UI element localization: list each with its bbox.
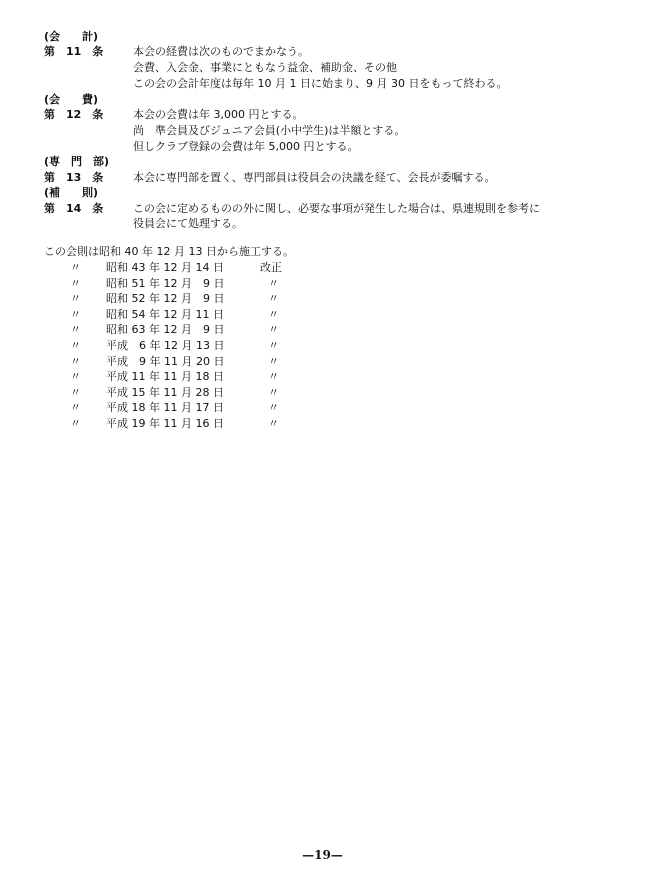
ditto-mark: 〃 bbox=[70, 355, 81, 368]
ditto-mark: 〃 bbox=[70, 417, 81, 430]
amendment-note: 〃 bbox=[268, 386, 279, 399]
amendment-date: 昭和 43 年 12 月 14 日 bbox=[106, 261, 224, 274]
amendment-date: 平成 18 年 11 月 17 日 bbox=[106, 401, 224, 414]
article-number: 第 14 条 bbox=[44, 202, 104, 215]
amendment-date: 平成 19 年 11 月 16 日 bbox=[106, 417, 224, 430]
ditto-mark: 〃 bbox=[70, 339, 81, 352]
page-number: —19— bbox=[302, 848, 343, 862]
article-number: 第 13 条 bbox=[44, 171, 104, 184]
article-text: 本会に専門部を置く、専門部員は役員会の決議を経て、会長が委嘱する。 bbox=[133, 171, 496, 184]
amendment-date: 平成 9 年 11 月 20 日 bbox=[106, 355, 225, 368]
amendment-note: 〃 bbox=[268, 277, 279, 290]
amendment-note: 〃 bbox=[268, 339, 279, 352]
section-heading: (専 門 部) bbox=[44, 155, 110, 168]
amendment-date: 昭和 51 年 12 月 9 日 bbox=[106, 277, 225, 290]
amendment-date: 平成 15 年 11 月 28 日 bbox=[106, 386, 224, 399]
ditto-mark: 〃 bbox=[70, 386, 81, 399]
amendment-note: 〃 bbox=[268, 370, 279, 383]
amendment-note: 〃 bbox=[268, 417, 279, 430]
enforcement-statement: この会則は昭和 40 年 12 月 13 日から施工する。 bbox=[44, 245, 294, 258]
article-number: 第 12 条 bbox=[44, 108, 104, 121]
article-text: 本会の会費は年 3,000 円とする。 bbox=[133, 108, 304, 121]
amendment-note: 〃 bbox=[268, 401, 279, 414]
article-text: 役員会にて処理する。 bbox=[133, 217, 243, 230]
section-heading: (会 計) bbox=[44, 30, 99, 43]
amendment-date: 昭和 63 年 12 月 9 日 bbox=[106, 323, 225, 336]
amendment-note: 〃 bbox=[268, 355, 279, 368]
article-text: 会費、入会金、事業にともなう益金、補助金、その他 bbox=[133, 61, 397, 74]
article-text: 尚 準会員及びジュニア会員(小中学生)は半額とする。 bbox=[133, 124, 406, 137]
article-text: 但しクラブ登録の会費は年 5,000 円とする。 bbox=[133, 140, 359, 153]
amendment-date: 平成 11 年 11 月 18 日 bbox=[106, 370, 224, 383]
amendment-date: 平成 6 年 12 月 13 日 bbox=[106, 339, 225, 352]
ditto-mark: 〃 bbox=[70, 401, 81, 414]
section-heading: (会 費) bbox=[44, 93, 99, 106]
ditto-mark: 〃 bbox=[70, 292, 81, 305]
article-text: この会に定めるものの外に関し、必要な事項が発生した場合は、県連規則を参考に bbox=[133, 202, 540, 215]
amendment-note: 〃 bbox=[268, 292, 279, 305]
ditto-mark: 〃 bbox=[70, 370, 81, 383]
article-text: 本会の経費は次のものでまかなう。 bbox=[133, 45, 309, 58]
ditto-mark: 〃 bbox=[70, 308, 81, 321]
amendment-note: 改正 bbox=[260, 261, 282, 274]
article-text: この会の会計年度は毎年 10 月 1 日に始まり、9 月 30 日をもって終わる。 bbox=[133, 77, 508, 90]
section-heading: (補 則) bbox=[44, 186, 99, 199]
article-number: 第 11 条 bbox=[44, 45, 104, 58]
amendment-date: 昭和 52 年 12 月 9 日 bbox=[106, 292, 225, 305]
ditto-mark: 〃 bbox=[70, 277, 81, 290]
amendment-note: 〃 bbox=[268, 308, 279, 321]
amendment-note: 〃 bbox=[268, 323, 279, 336]
ditto-mark: 〃 bbox=[70, 261, 81, 274]
ditto-mark: 〃 bbox=[70, 323, 81, 336]
amendment-date: 昭和 54 年 12 月 11 日 bbox=[106, 308, 224, 321]
